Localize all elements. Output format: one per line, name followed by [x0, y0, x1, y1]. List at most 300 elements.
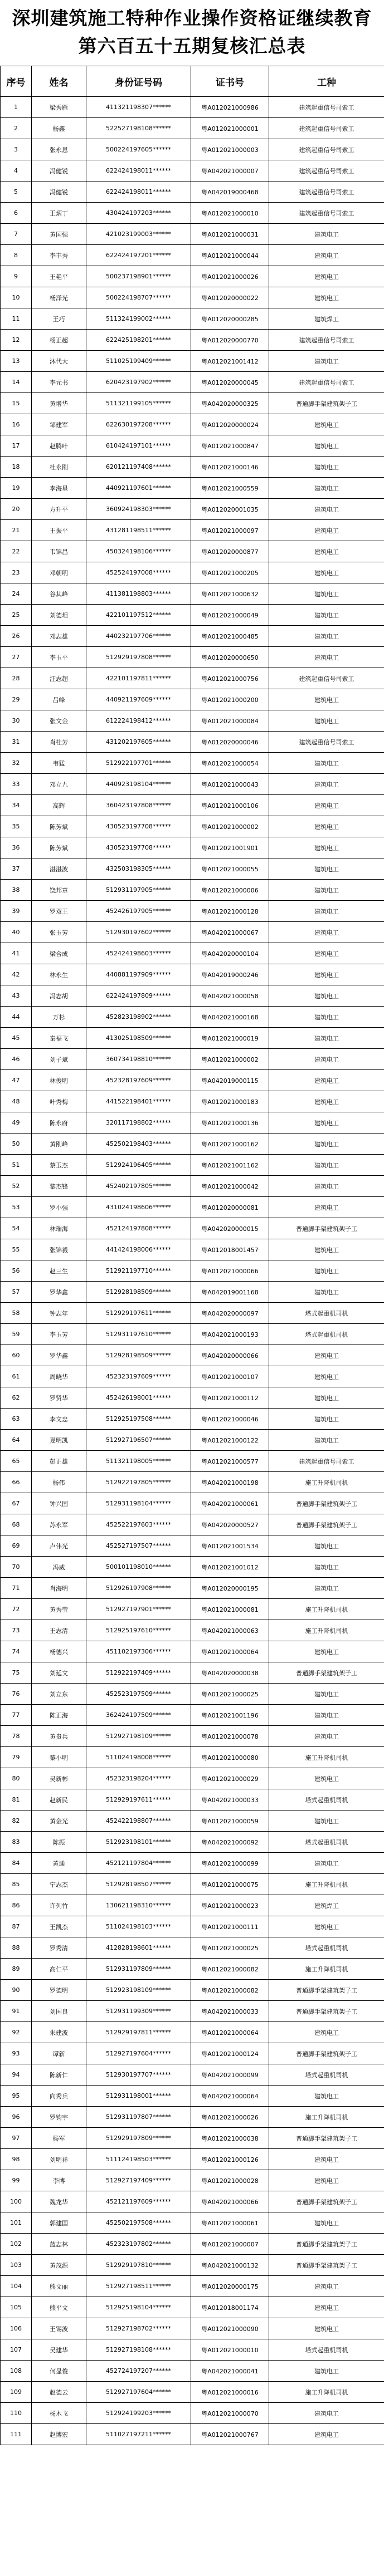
cell-name: 林俊明 [32, 1070, 86, 1091]
cell-index: 26 [1, 626, 32, 647]
cell-certificate-number: 粤A012021000026 [191, 2107, 269, 2128]
cell-certificate-number: 粤A042021000041 [191, 2361, 269, 2382]
table-row [1, 2107, 384, 2128]
cell-name: 苏永军 [32, 1514, 86, 1535]
cell-id-number: 512929197808****** [86, 647, 191, 668]
cell-id-number: 452323197802****** [86, 2234, 191, 2255]
table-row [1, 97, 384, 118]
cell-name: 沐代大 [32, 351, 86, 372]
cell-certificate-number: 粤A012020000024 [191, 414, 269, 435]
cell-certificate-number: 粤A012021001534 [191, 1535, 269, 1557]
table-row [1, 1409, 384, 1430]
cell-id-number: 512931198001****** [86, 2086, 191, 2107]
cell-certificate-number: 粤A012021000031 [191, 224, 269, 245]
cell-certificate-number: 粤A012018001457 [191, 1239, 269, 1260]
table-row [1, 1768, 384, 1789]
cell-index: 64 [1, 1430, 32, 1451]
cell-job-type: 建筑起重信号司索工 [269, 160, 384, 181]
cell-id-number: 522527198108****** [86, 118, 191, 139]
table-row [1, 710, 384, 732]
cell-name: 罗钧宇 [32, 2107, 86, 2128]
cell-index: 36 [1, 837, 32, 858]
cell-name: 高辉 [32, 795, 86, 816]
table-row [1, 351, 384, 372]
cell-job-type: 建筑起重信号司索工 [269, 118, 384, 139]
table-row [1, 1176, 384, 1197]
cell-job-type: 建筑电工 [269, 1535, 384, 1557]
cell-index: 19 [1, 478, 32, 499]
table-row [1, 964, 384, 985]
cell-certificate-number: 粤A012021000081 [191, 1599, 269, 1620]
cell-certificate-number: 粤A012021000049 [191, 605, 269, 626]
table-row [1, 2424, 384, 2445]
cell-id-number: 430523197708****** [86, 816, 191, 837]
cell-id-number: 411321198307****** [86, 97, 191, 118]
cell-index: 14 [1, 372, 32, 393]
cell-name: 黄金光 [32, 1810, 86, 1832]
table-row [1, 1959, 384, 1980]
table-row [1, 1134, 384, 1155]
title-line-1: 深圳建筑施工特种作业操作资格证继续教育 [12, 7, 372, 29]
cell-index: 56 [1, 1260, 32, 1282]
cell-certificate-number: 粤A012021000003 [191, 139, 269, 160]
cell-index: 24 [1, 583, 32, 605]
table-row [1, 774, 384, 795]
cell-name: 万杉 [32, 1007, 86, 1028]
table-row [1, 1239, 384, 1260]
cell-index: 100 [1, 2191, 32, 2212]
roster-table [0, 66, 384, 2445]
cell-job-type: 建筑电工 [269, 287, 384, 308]
table-row [1, 1832, 384, 1853]
cell-name: 林瑞海 [32, 1218, 86, 1239]
cell-index: 99 [1, 2170, 32, 2191]
cell-index: 95 [1, 2086, 32, 2107]
cell-certificate-number: 粤A012021000075 [191, 1874, 269, 1895]
cell-certificate-number: 粤A012020000285 [191, 308, 269, 330]
cell-job-type: 建筑电工 [269, 1134, 384, 1155]
table-row [1, 985, 384, 1007]
table-row [1, 541, 384, 562]
cell-name: 黄通 [32, 1853, 86, 1874]
cell-name: 魏龙华 [32, 2191, 86, 2212]
cell-index: 45 [1, 1028, 32, 1049]
cell-job-type: 普通脚手架建筑架子工 [269, 1514, 384, 1535]
cell-index: 51 [1, 1155, 32, 1176]
cell-index: 50 [1, 1134, 32, 1155]
cell-index: 84 [1, 1853, 32, 1874]
table-row [1, 1874, 384, 1895]
cell-job-type: 建筑电工 [269, 1197, 384, 1218]
table-row [1, 1641, 384, 1662]
table-row [1, 520, 384, 541]
cell-id-number: 511027197211****** [86, 2424, 191, 2445]
table-row [1, 2361, 384, 2382]
table-row [1, 1535, 384, 1557]
cell-index: 71 [1, 1578, 32, 1599]
cell-job-type: 建筑电工 [269, 1112, 384, 1134]
cell-index: 61 [1, 1366, 32, 1387]
cell-certificate-number: 粤A012021000007 [191, 2234, 269, 2255]
cell-index: 28 [1, 668, 32, 689]
cell-name: 刘立东 [32, 1684, 86, 1705]
cell-id-number: 512927198702****** [86, 2318, 191, 2339]
cell-index: 34 [1, 795, 32, 816]
cell-job-type: 建筑电工 [269, 478, 384, 499]
cell-name: 罗小强 [32, 1197, 86, 1218]
cell-certificate-number: 粤A012021000082 [191, 1959, 269, 1980]
table-row [1, 753, 384, 774]
cell-index: 106 [1, 2318, 32, 2339]
cell-certificate-number: 粤A012021000099 [191, 1853, 269, 1874]
table-row [1, 160, 384, 181]
table-row [1, 1726, 384, 1747]
cell-index: 97 [1, 2128, 32, 2149]
table-row [1, 266, 384, 287]
cell-job-type: 建筑电工 [269, 1007, 384, 1028]
cell-name: 陈永府 [32, 1112, 86, 1134]
cell-certificate-number: 粤A042021000033 [191, 2001, 269, 2022]
cell-job-type: 建筑焊工 [269, 1895, 384, 1916]
cell-id-number: 512923198101****** [86, 1832, 191, 1853]
cell-job-type: 建筑电工 [269, 2170, 384, 2191]
cell-job-type: 塔式起重机司机 [269, 1832, 384, 1853]
cell-certificate-number: 粤A042021000066 [191, 2191, 269, 2212]
table-row [1, 414, 384, 435]
cell-name: 韦猛 [32, 753, 86, 774]
cell-certificate-number: 粤A042021000198 [191, 1472, 269, 1493]
cell-job-type: 建筑电工 [269, 1366, 384, 1387]
cell-id-number: 512931197807****** [86, 2107, 191, 2128]
cell-name: 刘国良 [32, 2001, 86, 2022]
cell-id-number: 452424198603****** [86, 943, 191, 964]
cell-id-number: 511321198005****** [86, 1451, 191, 1472]
cell-id-number: 430424197203****** [86, 203, 191, 224]
cell-name: 李文忠 [32, 1409, 86, 1430]
table-row [1, 2382, 384, 2403]
cell-id-number: 512929197811****** [86, 2022, 191, 2043]
cell-job-type: 建筑起重信号司索工 [269, 139, 384, 160]
cell-job-type: 建筑电工 [269, 435, 384, 457]
cell-name: 罗贤华 [32, 1387, 86, 1409]
cell-certificate-number: 粤A012021000016 [191, 2382, 269, 2403]
cell-job-type: 建筑电工 [269, 647, 384, 668]
cell-id-number: 512927197604****** [86, 2043, 191, 2064]
table-row [1, 2128, 384, 2149]
cell-index: 43 [1, 985, 32, 1007]
cell-index: 47 [1, 1070, 32, 1091]
cell-id-number: 512922197805****** [86, 1472, 191, 1493]
table-row [1, 2043, 384, 2064]
cell-id-number: 512921197710****** [86, 1260, 191, 1282]
cell-index: 63 [1, 1409, 32, 1430]
cell-id-number: 422101197512****** [86, 605, 191, 626]
table-row [1, 499, 384, 520]
cell-id-number: 500224198707****** [86, 287, 191, 308]
cell-name: 宁志杰 [32, 1874, 86, 1895]
cell-index: 105 [1, 2297, 32, 2318]
cell-name: 何显俊 [32, 2361, 86, 2382]
cell-certificate-number: 粤A012021000200 [191, 689, 269, 710]
cell-index: 85 [1, 1874, 32, 1895]
cell-certificate-number: 粤A012021000001 [191, 118, 269, 139]
cell-job-type: 普通脚手架建筑架子工 [269, 2043, 384, 2064]
cell-name: 张永恩 [32, 139, 86, 160]
cell-name: 赵腾叶 [32, 435, 86, 457]
cell-job-type: 普通脚手架建筑架子工 [269, 2191, 384, 2212]
cell-job-type: 建筑电工 [269, 245, 384, 266]
cell-index: 48 [1, 1091, 32, 1112]
cell-job-type: 建筑电工 [269, 605, 384, 626]
cell-index: 33 [1, 774, 32, 795]
cell-job-type: 普通脚手架建筑架子工 [269, 1662, 384, 1684]
cell-job-type: 建筑电工 [269, 943, 384, 964]
cell-id-number: 441424198006****** [86, 1239, 191, 1260]
cell-name: 肖桂芳 [32, 732, 86, 753]
cell-job-type: 建筑电工 [269, 837, 384, 858]
table-row [1, 372, 384, 393]
cell-index: 9 [1, 266, 32, 287]
cell-id-number: 130621198310****** [86, 1895, 191, 1916]
cell-name: 谷其峰 [32, 583, 86, 605]
cell-certificate-number: 粤A042019000115 [191, 1070, 269, 1091]
cell-name: 杜永刚 [32, 457, 86, 478]
cell-index: 6 [1, 203, 32, 224]
cell-certificate-number: 粤A012021000043 [191, 774, 269, 795]
cell-name: 杨木飞 [32, 2403, 86, 2424]
cell-id-number: 612224198412****** [86, 710, 191, 732]
cell-name: 黄秀莹 [32, 1599, 86, 1620]
cell-name: 陈正海 [32, 1705, 86, 1726]
cell-certificate-number: 粤A012021000577 [191, 1451, 269, 1472]
cell-job-type: 建筑电工 [269, 2086, 384, 2107]
cell-name: 李海星 [32, 478, 86, 499]
cell-id-number: 511024198103****** [86, 1916, 191, 1937]
cell-id-number: 512927196507****** [86, 1430, 191, 1451]
cell-name: 黄增华 [32, 393, 86, 414]
cell-certificate-number: 粤A012021000078 [191, 1726, 269, 1747]
table-row [1, 1684, 384, 1705]
cell-certificate-number: 粤A012021000046 [191, 1409, 269, 1430]
cell-index: 75 [1, 1662, 32, 1684]
table-row [1, 1810, 384, 1832]
cell-certificate-number: 粤A012021000025 [191, 1937, 269, 1959]
cell-certificate-number: 粤A012021000205 [191, 562, 269, 583]
cell-id-number: 451102197306****** [86, 1641, 191, 1662]
cell-job-type: 建筑电工 [269, 266, 384, 287]
cell-id-number: 441522198401****** [86, 1091, 191, 1112]
header-row [1, 66, 384, 97]
cell-id-number: 512931197610****** [86, 1324, 191, 1345]
cell-id-number: 512924196405****** [86, 1155, 191, 1176]
cell-certificate-number: 粤A012021000126 [191, 2149, 269, 2170]
cell-id-number: 412828198601****** [86, 1937, 191, 1959]
cell-name: 黄刚峰 [32, 1134, 86, 1155]
cell-index: 59 [1, 1324, 32, 1345]
table-row [1, 1620, 384, 1641]
table-row [1, 880, 384, 901]
cell-index: 70 [1, 1557, 32, 1578]
cell-certificate-number: 粤A012021000059 [191, 1810, 269, 1832]
cell-id-number: 360734198810****** [86, 1049, 191, 1070]
table-row [1, 1514, 384, 1535]
cell-certificate-number: 粤A012021000162 [191, 1134, 269, 1155]
cell-index: 39 [1, 901, 32, 922]
cell-name: 钟志年 [32, 1303, 86, 1324]
cell-certificate-number: 粤A012021000106 [191, 795, 269, 816]
cell-certificate-number: 粤A012021000066 [191, 1260, 269, 1282]
cell-index: 21 [1, 520, 32, 541]
cell-index: 69 [1, 1535, 32, 1557]
cell-index: 91 [1, 2001, 32, 2022]
table-row [1, 2234, 384, 2255]
cell-job-type: 建筑电工 [269, 1176, 384, 1197]
cell-id-number: 512928198509****** [86, 1282, 191, 1303]
table-row [1, 583, 384, 605]
table-row [1, 2276, 384, 2297]
cell-job-type: 建筑起重信号司索工 [269, 1451, 384, 1472]
cell-name: 朱建波 [32, 2022, 86, 2043]
cell-job-type: 建筑电工 [269, 858, 384, 880]
table-row [1, 245, 384, 266]
cell-name: 林永生 [32, 964, 86, 985]
cell-index: 96 [1, 2107, 32, 2128]
cell-index: 2 [1, 118, 32, 139]
cell-job-type: 建筑电工 [269, 499, 384, 520]
cell-id-number: 452524197008****** [86, 562, 191, 583]
cell-name: 向秀兵 [32, 2086, 86, 2107]
table-row [1, 139, 384, 160]
table-row [1, 2086, 384, 2107]
cell-certificate-number: 粤A042020000325 [191, 393, 269, 414]
cell-name: 熊平文 [32, 2297, 86, 2318]
cell-index: 66 [1, 1472, 32, 1493]
cell-name: 郭建国 [32, 2212, 86, 2234]
cell-id-number: 440232197706****** [86, 626, 191, 647]
cell-job-type: 建筑电工 [269, 541, 384, 562]
cell-certificate-number: 粤A012021000632 [191, 583, 269, 605]
cell-index: 102 [1, 2234, 32, 2255]
cell-name: 邓立九 [32, 774, 86, 795]
cell-name: 杨正超 [32, 330, 86, 351]
cell-job-type: 建筑电工 [269, 985, 384, 1007]
cell-index: 18 [1, 457, 32, 478]
cell-certificate-number: 粤A042021000067 [191, 922, 269, 943]
cell-id-number: 452522197603****** [86, 1514, 191, 1535]
cell-index: 13 [1, 351, 32, 372]
cell-certificate-number: 粤A012021001412 [191, 351, 269, 372]
cell-name: 高仁平 [32, 1959, 86, 1980]
cell-name: 杨伟 [32, 1472, 86, 1493]
cell-id-number: 512929197611****** [86, 1789, 191, 1810]
cell-index: 81 [1, 1789, 32, 1810]
cell-name: 赵德云 [32, 2382, 86, 2403]
cell-certificate-number: 粤A012021000112 [191, 1387, 269, 1409]
cell-name: 汪志超 [32, 668, 86, 689]
cell-certificate-number: 粤A012021000026 [191, 266, 269, 287]
cell-job-type: 建筑电工 [269, 224, 384, 245]
table-row [1, 1112, 384, 1134]
cell-job-type: 施工升降机司机 [269, 2382, 384, 2403]
table-row [1, 1303, 384, 1324]
cell-job-type: 建筑电工 [269, 753, 384, 774]
table-row [1, 1260, 384, 1282]
table-row [1, 393, 384, 414]
table-row [1, 1472, 384, 1493]
cell-index: 86 [1, 1895, 32, 1916]
cell-id-number: 452124197808****** [86, 1218, 191, 1239]
cell-job-type: 建筑电工 [269, 1557, 384, 1578]
cell-certificate-number: 粤A042021000092 [191, 1832, 269, 1853]
cell-job-type: 建筑起重信号司索工 [269, 203, 384, 224]
cell-index: 31 [1, 732, 32, 753]
table-row [1, 1028, 384, 1049]
cell-index: 92 [1, 2022, 32, 2043]
table-row [1, 1662, 384, 1684]
cell-name: 冯志胡 [32, 985, 86, 1007]
cell-certificate-number: 粤A012021001901 [191, 837, 269, 858]
cell-id-number: 511124198503****** [86, 2149, 191, 2170]
cell-name: 饶邦章 [32, 880, 86, 901]
table-body [1, 97, 384, 2445]
cell-job-type: 建筑电工 [269, 1768, 384, 1789]
cell-certificate-number: 粤A012021000055 [191, 858, 269, 880]
table-row [1, 668, 384, 689]
table-row [1, 1345, 384, 1366]
cell-id-number: 360924198303****** [86, 499, 191, 520]
cell-id-number: 421023199003****** [86, 224, 191, 245]
cell-certificate-number: 粤A012021000756 [191, 668, 269, 689]
cell-index: 77 [1, 1705, 32, 1726]
cell-index: 52 [1, 1176, 32, 1197]
cell-index: 44 [1, 1007, 32, 1028]
cell-index: 88 [1, 1937, 32, 1959]
cell-certificate-number: 粤A012021000064 [191, 1641, 269, 1662]
cell-name: 王凯杰 [32, 1916, 86, 1937]
cell-id-number: 452724197207****** [86, 2361, 191, 2382]
cell-id-number: 512925197610****** [86, 1620, 191, 1641]
cell-name: 杨泽光 [32, 287, 86, 308]
cell-certificate-number: 粤A042021000132 [191, 2255, 269, 2276]
cell-certificate-number: 粤A012021000559 [191, 478, 269, 499]
cell-index: 16 [1, 414, 32, 435]
cell-certificate-number: 粤A042019001168 [191, 1282, 269, 1303]
cell-index: 15 [1, 393, 32, 414]
table-row [1, 1091, 384, 1112]
cell-name: 黎杰锋 [32, 1176, 86, 1197]
cell-certificate-number: 粤A012020000877 [191, 541, 269, 562]
table-row [1, 1387, 384, 1409]
cell-job-type: 建筑电工 [269, 2022, 384, 2043]
cell-job-type: 施工升降机司机 [269, 1472, 384, 1493]
cell-certificate-number: 粤A042021000058 [191, 985, 269, 1007]
cell-name: 杨军 [32, 2128, 86, 2149]
cell-name: 吕峰 [32, 689, 86, 710]
cell-certificate-number: 粤A012021000136 [191, 1112, 269, 1134]
cell-certificate-number: 粤A012021000122 [191, 1430, 269, 1451]
cell-id-number: 431281198511****** [86, 520, 191, 541]
cell-job-type: 建筑电工 [269, 1091, 384, 1112]
cell-job-type: 塔式起重机司机 [269, 1324, 384, 1345]
title-block [0, 0, 384, 66]
cell-job-type: 建筑电工 [269, 1387, 384, 1409]
cell-job-type: 建筑电工 [269, 1684, 384, 1705]
cell-name: 吴新彬 [32, 1768, 86, 1789]
cell-index: 20 [1, 499, 32, 520]
cell-job-type: 建筑电工 [269, 774, 384, 795]
table-row [1, 2170, 384, 2191]
cell-index: 17 [1, 435, 32, 457]
